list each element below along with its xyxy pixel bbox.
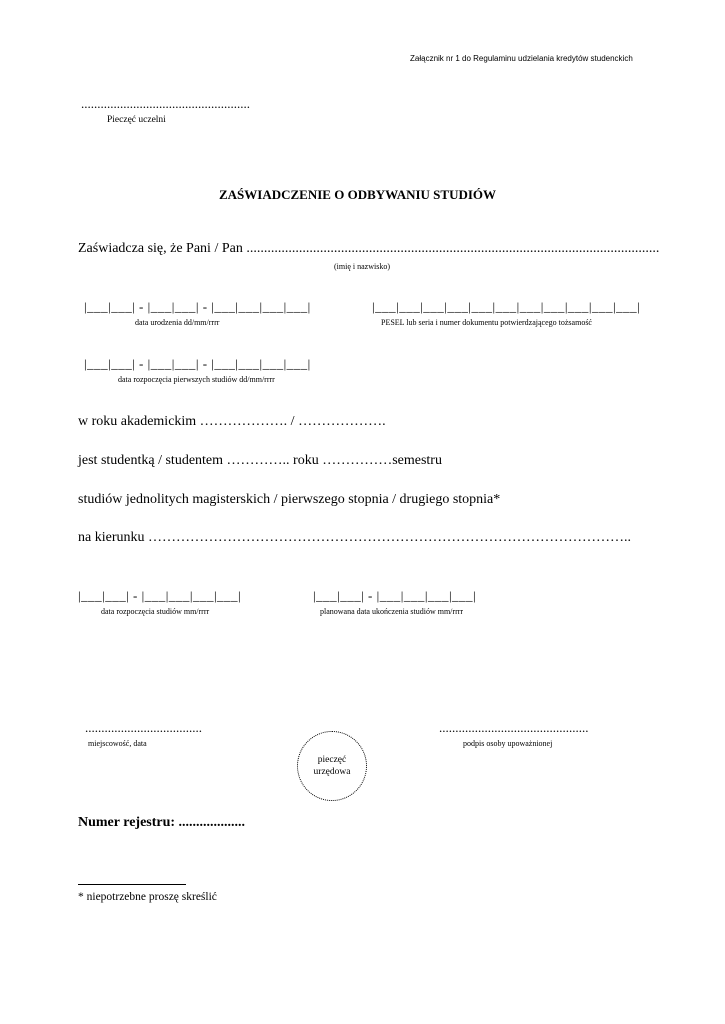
signature-caption: podpis osoby upoważnionej <box>463 739 553 748</box>
birth-date-caption: data urodzenia dd/mm/rrrr <box>135 318 220 327</box>
study-type-line: studiów jednolitych magisterskich / pierwszego stopnia / drugiego stopnia* <box>78 492 501 507</box>
planned-end-caption: planowana data ukończenia studiów mm/rrrr <box>320 607 464 616</box>
place-date-dots: .................................... <box>85 720 202 735</box>
certify-line: Zaświadcza się, że Pani / Pan ...................................................................................................................... <box>78 241 660 256</box>
place-date-caption: miejscowość, data <box>88 739 147 748</box>
study-start-field[interactable]: |___|___| - |___|___|___|___| <box>78 588 242 603</box>
university-stamp-label: Pieczęć uczelni <box>107 115 166 125</box>
university-stamp-dots: .................................................... <box>81 96 250 111</box>
official-stamp-circle <box>297 731 367 801</box>
footnote-divider <box>78 884 186 885</box>
footnote: * niepotrzebne proszę skreślić <box>78 891 217 903</box>
academic-year-line: w roku akademickim ………………. / ………………. <box>78 414 386 429</box>
signature-dots: .............................................. <box>439 720 589 735</box>
planned-end-field[interactable]: |___|___| - |___|___|___|___| <box>313 588 477 603</box>
pesel-caption: PESEL lub seria i numer dokumentu potwierdzającego tożsamość <box>381 318 592 327</box>
document-title: ZAŚWIADCZENIE O ODBYWANIU STUDIÓW <box>219 187 497 202</box>
pesel-field[interactable]: |___|___|___|___|___|___|___|___|___|___|___| <box>372 299 641 314</box>
birth-date-field[interactable]: |___|___| - |___|___| - |___|___|___|___| <box>84 299 311 314</box>
first-studies-start-caption: data rozpoczęcia pierwszych studiów dd/mm/rrrr <box>118 375 275 384</box>
study-start-caption: data rozpoczęcia studiów mm/rrrr <box>101 607 210 616</box>
registry-number: Numer rejestru: ................... <box>78 815 246 830</box>
first-studies-start-field[interactable]: |___|___| - |___|___| - |___|___|___|___| <box>84 356 311 371</box>
annex-note: Załącznik nr 1 do Regulaminu udzielania kredytów studenckich <box>410 54 633 63</box>
official-stamp-line1: pieczęć <box>317 755 347 765</box>
official-stamp-line2: urzędowa <box>313 767 351 777</box>
name-caption: (imię i nazwisko) <box>334 262 390 271</box>
field-of-study-line: na kierunku ………………………………………………………………………………………….. <box>78 530 631 545</box>
student-status-line: jest studentką / studentem ………….. roku ……………semestru <box>78 453 442 468</box>
